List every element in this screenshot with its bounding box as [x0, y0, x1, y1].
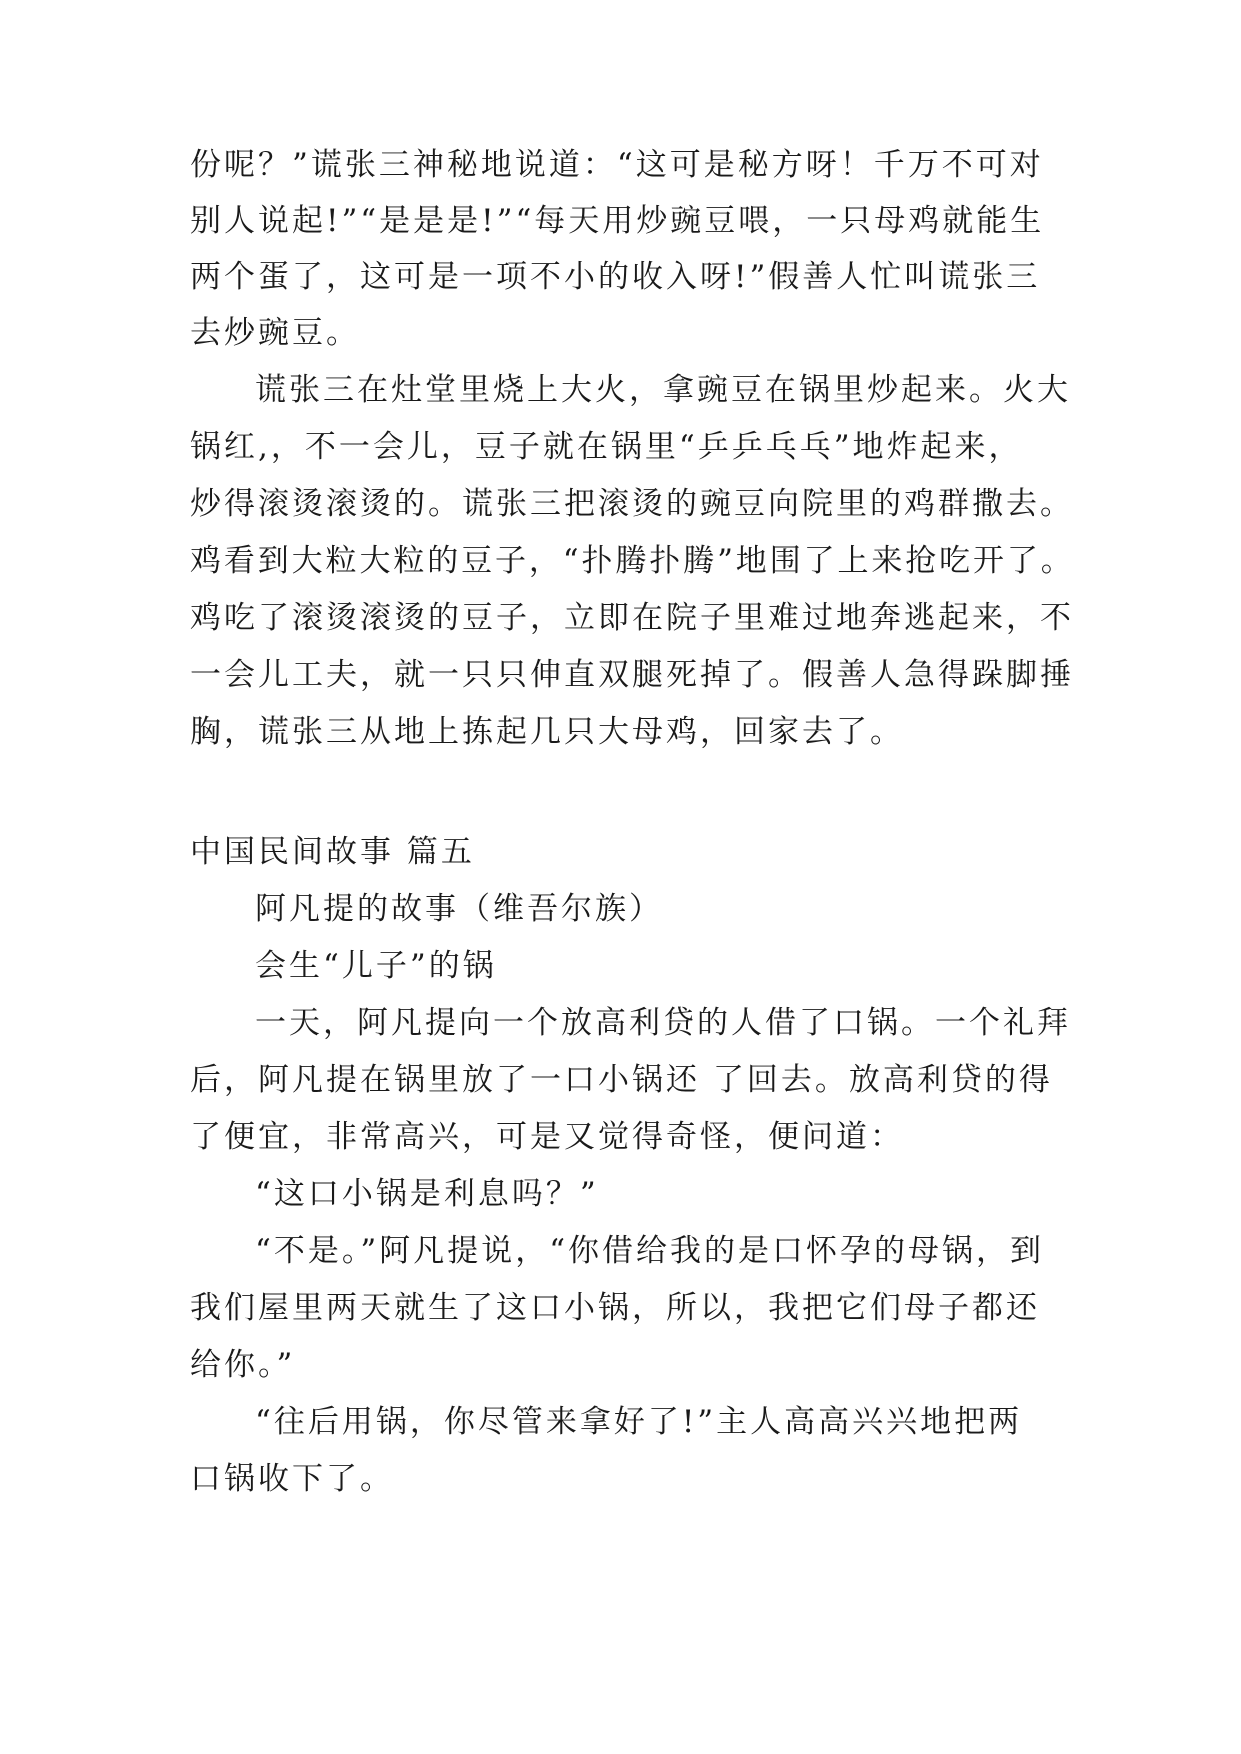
text-line: 两个蛋了，这可是一项不小的收入呀!”假善人忙叫谎张三 [190, 259, 1041, 295]
text-line: 一会儿工夫，就一只只伸直双腿死掉了。假善人急得跺脚捶 [190, 657, 1074, 693]
text-line: 一天，阿凡提向一个放高利贷的人借了口锅。一个礼拜 [255, 1005, 1071, 1041]
text-line: 去炒豌豆。 [190, 315, 360, 351]
text-line: 胸，谎张三从地上拣起几只大母鸡，回家去了。 [190, 714, 904, 750]
text-line: 份呢？”谎张三神秘地说道：“这可是秘方呀！千万不可对 [190, 147, 1044, 183]
text-line: “不是。”阿凡提说，“你借给我的是口怀孕的母锅，到 [255, 1233, 1045, 1269]
text-line: 我们屋里两天就生了这口小锅，所以，我把它们母子都还 [190, 1290, 1040, 1326]
text-line: 炒得滚烫滚烫的。谎张三把滚烫的豌豆向院里的鸡群撒去。 [190, 486, 1074, 522]
text-line: 鸡看到大粒大粒的豆子，“扑腾扑腾”地围了上来抢吃开了。 [190, 543, 1075, 579]
text-line: 鸡吃了滚烫滚烫的豆子，立即在院子里难过地奔逃起来，不 [190, 600, 1074, 636]
text-line: 给你。” [190, 1347, 296, 1383]
text-line: 后，阿凡提在锅里放了一口小锅还 了回去。放高利贷的得 [190, 1062, 1053, 1098]
text-line: “往后用锅，你尽管来拿好了!”主人高高兴兴地把两 [255, 1404, 1023, 1440]
text-line: 锅红,，不一会儿，豆子就在锅里“乒乒乓乓”地炸起来， [190, 429, 1023, 465]
text-line: 口锅收下了。 [190, 1461, 394, 1497]
story-subtitle: 阿凡提的故事（维吾尔族） [255, 891, 663, 927]
text-line: 了便宜，非常高兴，可是又觉得奇怪，便问道： [190, 1119, 904, 1155]
story-title: 会生“儿子”的锅 [255, 948, 497, 984]
text-line: “这口小锅是利息吗？” [255, 1176, 599, 1212]
section-heading: 中国民间故事 篇五 [190, 834, 475, 870]
text-line: 别人说起!”“是是是!”“每天用炒豌豆喂，一只母鸡就能生 [190, 203, 1045, 239]
text-line: 谎张三在灶堂里烧上大火，拿豌豆在锅里炒起来。火大 [255, 372, 1071, 408]
